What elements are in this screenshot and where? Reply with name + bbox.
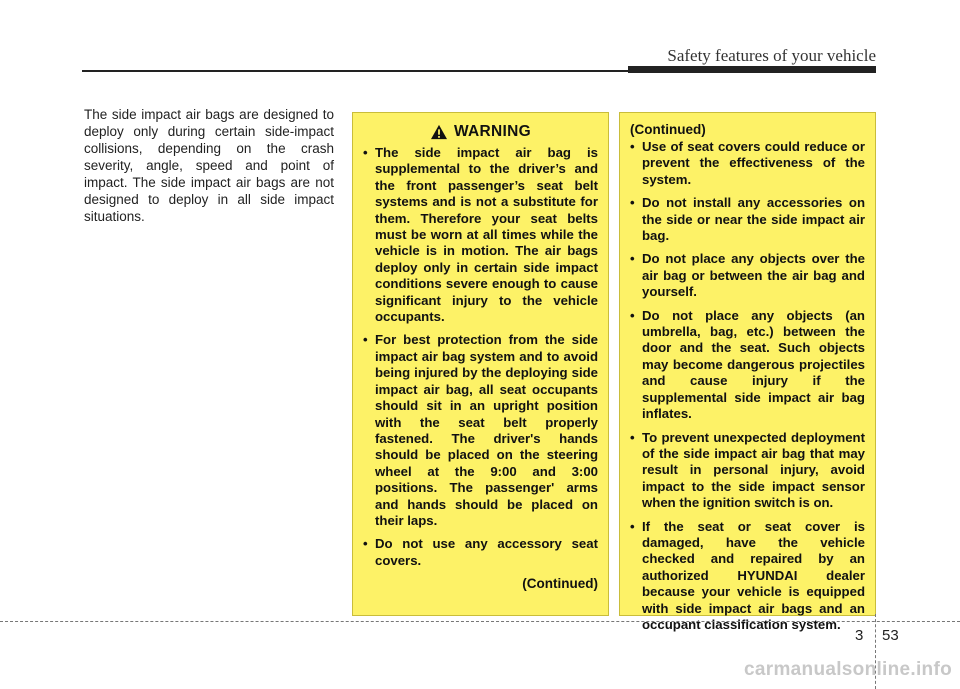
warning-triangle-icon	[430, 124, 448, 140]
list-item: • Do not use any accessory seat covers.	[363, 536, 598, 569]
list-item: • Do not install any accessories on the side or near the side impact air bag.	[630, 195, 865, 244]
list-item: • Do not place any objects over the air bag or between the air bag and yourself.	[630, 251, 865, 300]
list-item: • To prevent unexpected deployment of the side impact air bag that may result in personal injury, avoid impact to the side impact sensor when the ignition switch is on.	[630, 430, 865, 512]
page-header-title: Safety features of your vehicle	[667, 46, 876, 65]
watermark-link[interactable]: carmanualsonline.info	[744, 659, 952, 680]
warning-list	[353, 145, 608, 569]
continued-list	[620, 139, 875, 633]
continued-heading: (Continued)	[630, 122, 706, 137]
warning-box	[352, 112, 609, 616]
list-item: • The side impact air bag is supplemental to the driver’s and the front passenger’s seat belt systems and is not a substitute for them. Therefore your seat belts must be worn at all times while the vehicle is in motion. The air bags deploy only in certain side impact conditions severe enough to cause significant injury to the vehicle occupants.	[363, 145, 598, 325]
intro-paragraph: The side impact air bags are designed to deploy only during certain side-impact collisions, depending on the crash severity, angle, speed and point of impact. The side impact air bags are not designed to deploy in all side impact situations.	[84, 107, 334, 224]
section-number: 3	[855, 627, 864, 644]
list-item: • Use of seat covers could reduce or prevent the effectiveness of the system.	[630, 139, 865, 188]
warning-heading	[353, 123, 608, 141]
header-rule-accent	[628, 66, 876, 73]
list-item: • For best protection from the side impact air bag system and to avoid being injured by the deploying side impact air bag, all seat occupants should sit in an upright position with the seat belt properly fastened. The driver's hands should be placed on the steering wheel at the 9:00 and 3:00 positions. The passenger' arms and hands should be placed on their laps.	[363, 332, 598, 529]
list-item: • Do not place any objects (an umbrella, bag, etc.) between the door and the seat. Such objects may become dangerous projectiles and cause injury if the supplemental side impact air bag inflates.	[630, 308, 865, 423]
footer-divider	[0, 621, 960, 622]
warning-heading-label: WARNING	[453, 123, 531, 140]
page-number: 53	[882, 627, 899, 644]
continued-warning-box	[619, 112, 876, 632]
continued-label: (Continued)	[522, 576, 598, 592]
list-item: • If the seat or seat cover is damaged, have the vehicle checked and repaired by an authorized HYUNDAI dealer because your vehicle is equipped with side impact air bags and an occupant classification system.	[630, 519, 865, 634]
